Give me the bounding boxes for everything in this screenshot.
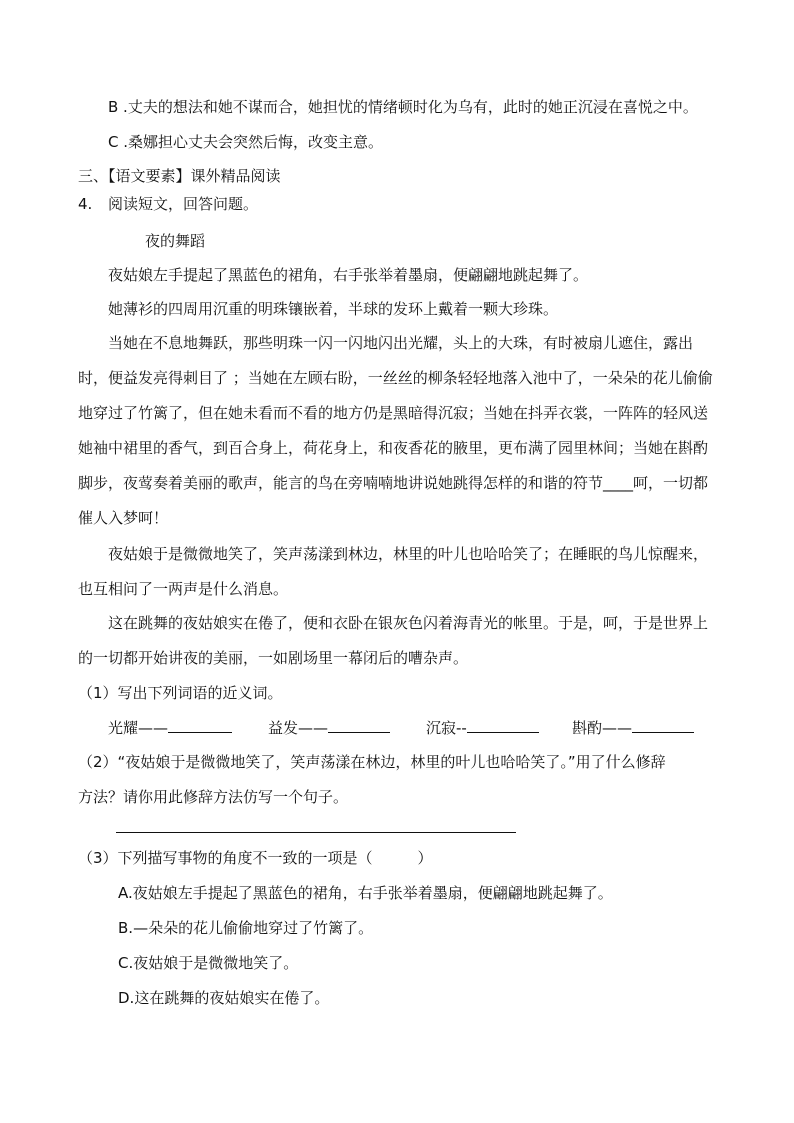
synonym-blank[interactable] xyxy=(328,718,390,733)
synonym-item-3 xyxy=(426,717,539,738)
sub2-line-1: （2）“夜姑娘于是微微地笑了，笑声荡漾在林边，林里的叶儿也哈哈笑了。”用了什么修辞 xyxy=(78,753,666,771)
option-c xyxy=(118,953,298,973)
passage-title: 夜的舞蹈 xyxy=(145,232,206,250)
option-label: D. xyxy=(118,989,135,1007)
prev-option-b: B .丈夫的想法和她不谋而合，她担忧的情绪顿时化为乌有，此时的她正沉浸在喜悦之中。 xyxy=(108,98,698,116)
synonym-word: 光耀 xyxy=(108,719,139,737)
synonym-blank[interactable] xyxy=(467,718,539,733)
synonym-word: 斟酌 xyxy=(572,719,603,737)
sub2-line-2: 方法？请你用此修辞方法仿写一个句子。 xyxy=(78,788,349,806)
synonym-dash: —— xyxy=(602,719,633,737)
option-text: —朵朵的花儿偷偷地穿过了竹篱了。 xyxy=(133,919,374,937)
synonym-item-2 xyxy=(268,717,390,738)
answer-line[interactable] xyxy=(116,832,516,833)
passage-paragraph-5: 这在跳舞的夜姑娘实在倦了，便和衣卧在银灰色闪着海青光的帐里。于是，呵，于是世界上的一切都开始讲夜的美丽，一如剧场里一幕闭后的嘈杂声。 xyxy=(78,614,709,667)
synonym-blank[interactable] xyxy=(632,718,694,733)
option-label: A. xyxy=(118,884,133,902)
synonym-dash: -- xyxy=(456,719,467,737)
passage-paragraph-2: 她薄衫的四周用沉重的明珠镶嵌着，半球的发环上戴着一颗大珍珠。 xyxy=(108,300,559,318)
sub3-prompt: （3）下列描写事物的角度不一致的一项是（ ） xyxy=(78,849,433,867)
passage-paragraph-1: 夜姑娘左手提起了黑蓝色的裙角，右手张举着墨扇，便翩翩地跳起舞了。 xyxy=(108,266,589,284)
prev-option-c: C .桑娜担心丈夫会突然后悔，改变主意。 xyxy=(108,133,384,151)
sub1-prompt: （1）写出下列词语的近义词。 xyxy=(78,684,283,702)
synonym-item-4 xyxy=(572,717,694,738)
passage-paragraph-4: 夜姑娘于是微微地笑了，笑声荡漾到林边，林里的叶儿也哈哈笑了；在睡眠的鸟儿惊醒来，也互相问了一两声是什么消息。 xyxy=(78,545,709,598)
question-instruction: 阅读短文，回答问题。 xyxy=(108,195,259,213)
option-text: 夜姑娘于是微微地笑了。 xyxy=(133,954,299,972)
synonym-dash: —— xyxy=(138,719,169,737)
synonym-dash: —— xyxy=(298,719,329,737)
synonym-word: 沉寂 xyxy=(426,719,457,737)
passage-paragraph-3: 当她在不息地舞跃，那些明珠一闪一闪地闪出光耀，头上的大珠，有时被扇儿遮住，露出时，便益发亮得刺目了 ；当她在左顾右盼，一丝丝的柳条轻轻地落入池中了，一朵朵的花儿偷偷地穿过了竹篱了，但在她未看而不看的地方仍是黑暗得沉寂；当她在抖弄衣裳，一阵阵的轻风送她袖中裙里的香气，到百合身上，荷花身上，和夜香花的腋里，更布满了园里林间；当她在斟酌脚步，夜莺奏着美丽的歌声，能言的鸟在旁喃喃地讲说她跳得怎样的和谐的符节____呵，一切都催人入梦呵！ xyxy=(78,334,713,527)
section-heading: 三、【语文要素】课外精品阅读 xyxy=(78,167,281,185)
option-a xyxy=(118,883,613,903)
option-text: 夜姑娘左手提起了黑蓝色的裙角，右手张举着墨扇，便翩翩地跳起舞了。 xyxy=(132,884,613,902)
synonym-word: 益发 xyxy=(268,719,299,737)
option-text: 这在跳舞的夜姑娘实在倦了。 xyxy=(134,989,330,1007)
synonym-blank[interactable] xyxy=(168,718,232,733)
option-b xyxy=(118,918,373,938)
option-label: C. xyxy=(118,954,134,972)
question-number: 4. xyxy=(78,195,93,213)
synonym-item-1 xyxy=(108,717,232,738)
synonym-fill-row xyxy=(108,717,728,737)
option-d xyxy=(118,988,329,1008)
option-label: B. xyxy=(118,919,134,937)
